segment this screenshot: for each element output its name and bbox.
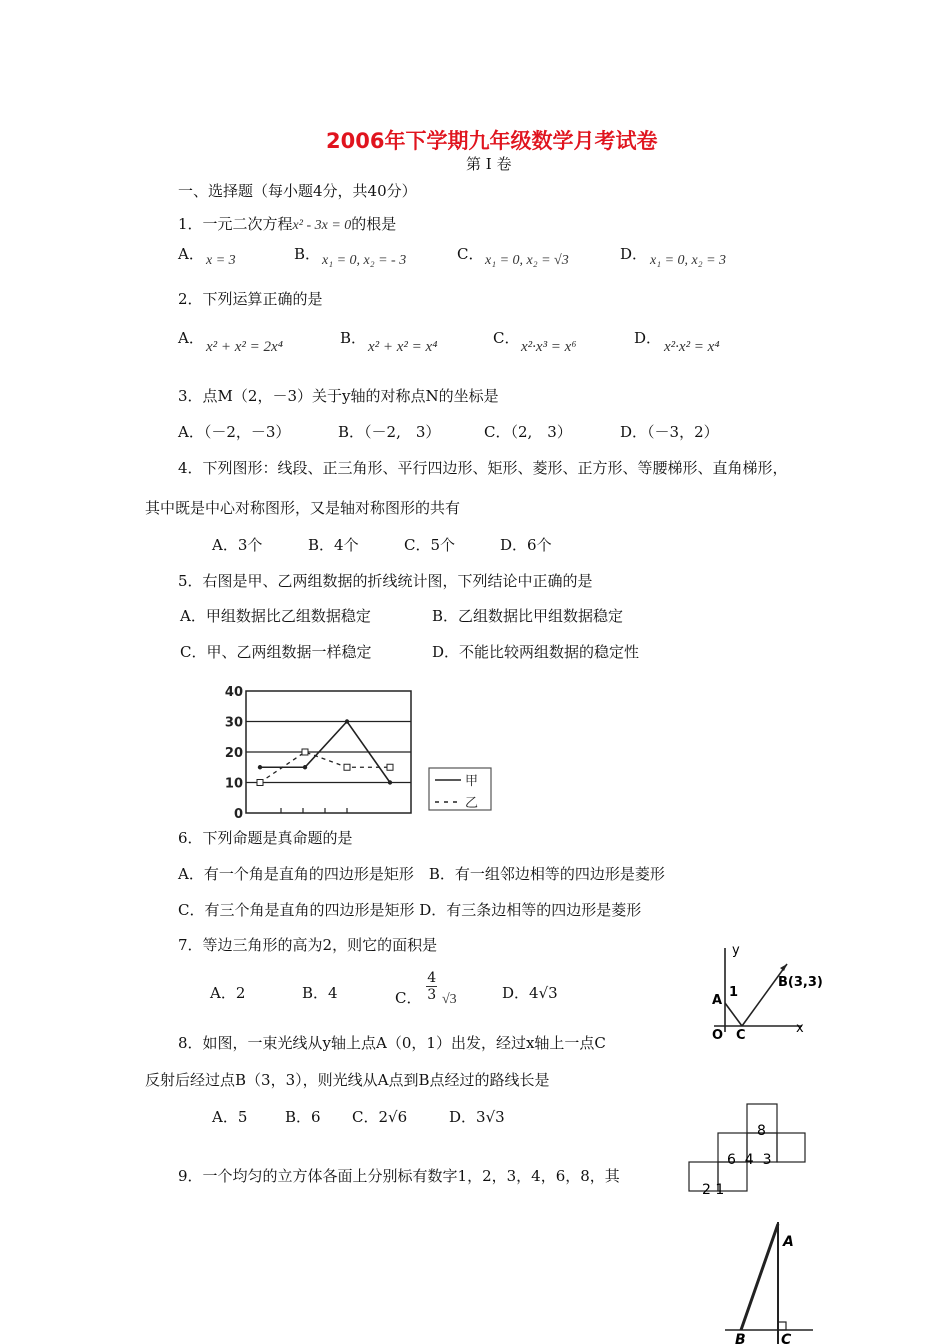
q8-option-c: C．2√6 [352, 1108, 408, 1126]
q5-option-b: B．乙组数据比甲组数据稳定 [432, 607, 624, 625]
q4-option-d: D．6个 [500, 536, 552, 554]
q2-option-c: x²·x³ = x⁶ [521, 339, 577, 355]
q4-option-a: A．3个 [212, 536, 263, 554]
question-3-stem: 3．点M（2，－3）关于y轴的对称点N的坐标是 [178, 387, 499, 405]
q3-option-a: A．（－2，－3） [178, 423, 291, 441]
point-b-label: B(3,3) [778, 975, 823, 990]
y-tick-label-30: 30 [224, 715, 243, 731]
q3-option-b: B．（－2, 3） [338, 423, 441, 441]
data-point-乙-4 [387, 764, 393, 770]
q1-label-a: A． [178, 245, 204, 263]
question-4-stem-line2: 其中既是中心对称图形，又是轴对称图形的共有 [145, 499, 461, 517]
vertex-a-label: A [783, 1234, 794, 1250]
net-number-8: 8 [757, 1123, 766, 1139]
q2-option-b: x² + x² = x⁴ [368, 339, 438, 355]
y-axis-label: y [732, 943, 740, 958]
q5-option-c: C．甲、乙两组数据一样稳定 [180, 643, 372, 661]
y-tick-label-20: 20 [224, 746, 243, 761]
cube-net-figure [685, 1102, 810, 1197]
data-point-甲-3 [345, 719, 349, 723]
origin-label: O [712, 1028, 724, 1043]
q5-option-d: D．不能比较两组数据的稳定性 [432, 643, 640, 661]
legend-label-乙: 乙 [465, 796, 479, 811]
data-point-甲-1 [258, 765, 262, 769]
reflected-ray [742, 964, 787, 1026]
data-point-甲-2 [303, 765, 307, 769]
incident-ray [725, 1003, 742, 1026]
q2-option-d: x²·x² = x⁴ [664, 339, 720, 355]
q2-label-b: B． [340, 329, 367, 347]
q1-label-c: C． [457, 245, 484, 263]
q6-options-line1: A．有一个角是直角的四边形是矩形 B．有一组邻边相等的四边形是菱形 [178, 865, 665, 883]
q3-option-c: C．（2, 3） [484, 423, 572, 441]
data-point-乙-2 [302, 749, 308, 755]
q8-option-d: D．3√3 [449, 1108, 505, 1126]
q1-option-d: x₁ = 0, x₂ = 3 [650, 253, 727, 268]
unit-label: 1 [729, 985, 739, 1000]
q2-option-a: x² + x² = 2x⁴ [206, 339, 283, 355]
question-5-stem: 5．右图是甲、乙两组数据的折线统计图，下列结论中正确的是 [178, 572, 593, 590]
q5-option-a: A．甲组数据比乙组数据稳定 [180, 607, 371, 625]
q2-label-d: D． [634, 329, 662, 347]
hypotenuse [741, 1224, 778, 1330]
fraction: $\frac{4}{3}$ [427, 970, 437, 1003]
question-1-stem: 1．一元二次方程x² - 3x = 0的根是 [178, 215, 397, 233]
data-point-乙-3 [344, 764, 350, 770]
question-8-stem-line1: 8．如图，一束光线从y轴上点A（0，1）出发，经过x轴上一点C [178, 1034, 606, 1052]
page-title: 2006年下学期九年级数学月考试卷 [326, 129, 658, 153]
legend-box [429, 768, 491, 810]
q1-option-b: x₁ = 0, x₂ = - 3 [322, 253, 407, 268]
q1-option-c: x₁ = 0, x₂ = √3 [485, 253, 569, 268]
q1-label-d: D． [620, 245, 648, 263]
volume-label: 第 Ⅰ 卷 [466, 155, 512, 173]
question-2-stem: 2．下列运算正确的是 [178, 290, 323, 308]
line-chart [215, 684, 500, 822]
vertex-c-label: C [781, 1332, 792, 1344]
q7-option-a: A．2 [210, 984, 246, 1002]
vertex-b-label: B [735, 1332, 746, 1344]
point-a-label: A [712, 993, 723, 1008]
question-4-stem-line1: 4．下列图形：线段、正三角形、平行四边形、矩形、菱形、正方形、等腰梯形、直角梯形， [178, 459, 788, 477]
reflection-figure [702, 940, 823, 1045]
q1-label-b: B． [294, 245, 321, 263]
legend-label-甲: 甲 [465, 774, 479, 789]
question-6-stem: 6．下列命题是真命题的是 [178, 829, 353, 847]
q7-option-b: B．4 [302, 984, 338, 1002]
right-triangle-figure [725, 1218, 815, 1344]
point-c-label: C [736, 1028, 746, 1043]
q7-option-c: C． $\frac{4}{3}$ √3 [395, 970, 457, 1007]
net-numbers-row: 6 4 3 [727, 1152, 772, 1168]
data-point-乙-1 [257, 780, 263, 786]
y-tick-label-0: 0 [233, 807, 243, 822]
q2-label-c: C． [493, 329, 520, 347]
net-face-3 [777, 1133, 805, 1162]
section-heading: 一、选择题（每小题4分，共40分） [178, 182, 417, 200]
q6-options-line2: C．有三个角是直角的四边形是矩形 D．有三条边相等的四边形是菱形 [178, 901, 642, 919]
y-tick-label-40: 40 [224, 685, 243, 700]
q4-option-b: B．4个 [308, 536, 359, 554]
question-7-stem: 7．等边三角形的高为2，则它的面积是 [178, 936, 438, 954]
x-axis-label: x [796, 1021, 804, 1036]
net-numbers-bottom: 2 1 [702, 1182, 725, 1198]
y-tick-label-10: 10 [224, 776, 243, 792]
right-angle-mark [778, 1322, 786, 1330]
question-9-stem: 9．一个均匀的立方体各面上分别标有数字1，2，3，4，6，8，其 [178, 1167, 620, 1185]
data-point-甲-4 [388, 780, 392, 784]
q2-label-a: A． [178, 329, 204, 347]
q8-option-a: A．5 [212, 1108, 248, 1126]
q1-option-a: x = 3 [206, 253, 236, 268]
q7-option-d: D．4√3 [502, 984, 558, 1002]
q4-option-c: C．5个 [404, 536, 456, 554]
q3-option-d: D．（－3，2） [620, 423, 719, 441]
question-8-stem-line2: 反射后经过点B（3，3），则光线从A点到B点经过的路线长是 [145, 1071, 550, 1089]
arrow-head [780, 964, 787, 971]
q8-option-b: B．6 [285, 1108, 321, 1126]
